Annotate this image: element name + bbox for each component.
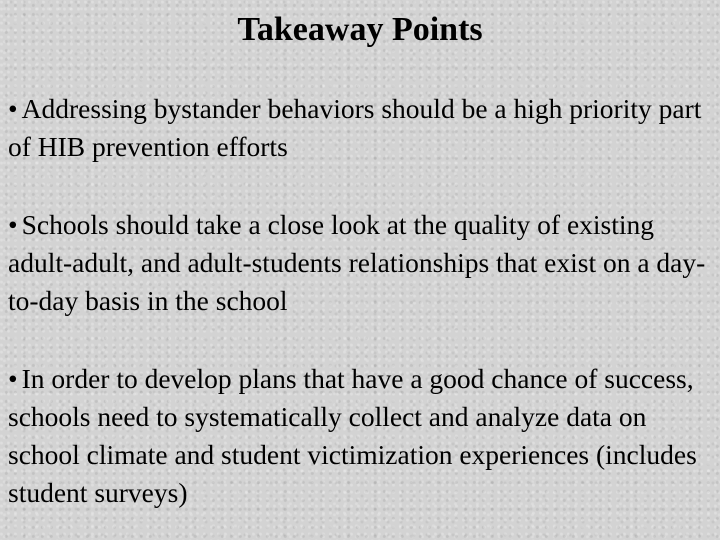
- bullet-icon: •: [8, 209, 18, 240]
- takeaway-point-3-text: In order to develop plans that have a good chance of success, schools need to systematically collect and analyze data on school climate and student victimization experiences (includes student surveys): [8, 363, 697, 508]
- bullet-icon: •: [8, 363, 18, 394]
- takeaway-point-2: [8, 206, 708, 320]
- takeaway-point-1: [8, 90, 708, 166]
- bullet-icon: •: [8, 93, 18, 124]
- takeaway-point-3: [8, 360, 708, 512]
- slide-title: Takeaway Points: [237, 11, 483, 48]
- takeaway-point-1-text: Addressing bystander behaviors should be a high priority part of HIB prevention efforts: [8, 93, 702, 162]
- takeaway-point-2-text: Schools should take a close look at the quality of existing adult-adult, and adult-students relationships that exist on a day-to-day basis in the school: [8, 209, 706, 316]
